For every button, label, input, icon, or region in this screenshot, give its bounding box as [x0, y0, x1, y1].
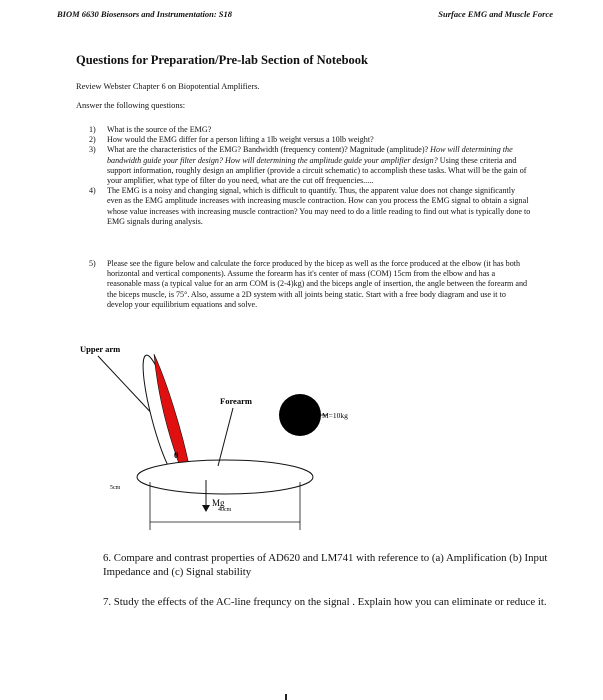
mass-ball — [279, 394, 321, 436]
question-7: 7. Study the effects of the AC-line frequncy on the signal . Explain how you can eliminate or reduce it. — [103, 596, 547, 608]
page-title: Questions for Preparation/Pre-lab Section of Notebook — [76, 53, 368, 67]
header-lab-title: Surface EMG and Muscle Force — [438, 9, 553, 19]
header-course-title: BIOM 6630 Biosensors and Instrumentation: S18 — [57, 9, 233, 19]
question-text-italic: How will determining the bandwidth guide your filter design? How will determining the amplitude guide your amplifier design? — [107, 145, 513, 165]
mg-label: Mg — [212, 498, 225, 508]
question-text-part: What are the characteristics of the EMG? Bandwidth (frequency content)? Magnitude (amplitude)? — [107, 145, 431, 155]
question-1 — [89, 125, 531, 135]
arm-diagram — [70, 340, 390, 530]
dist-40cm-label: 40cm — [218, 507, 232, 513]
question-3 — [89, 145, 531, 186]
question-number: 3) — [89, 145, 96, 155]
question-number: 2) — [89, 135, 96, 145]
question-number: 4) — [89, 186, 96, 196]
forearm-bone — [137, 460, 313, 494]
theta-label: θ — [174, 450, 179, 460]
question-text — [107, 145, 531, 186]
question-4 — [89, 186, 531, 227]
question-text: Please see the figure below and calculate the force produced by the bicep as well as the force produced at the elbow (it has both horizontal and vertical components). Assume the forearm has it's center of mass (COM) 15cm from the elbow and has a reasonable mass (a typical value for an arm COM is (2-4)kg) and the biceps angle of insertion, the angle between the forearm and the biceps muscle, is 75°. Also, assume a 2D system with all joints being static. Start with a free body diagram and use it to develop your equilibrium equations and solve. — [107, 259, 528, 309]
question-text: The EMG is a noisy and changing signal, which is difficult to quantify. Thus, the apparent value does not change significantly even as the EMG amplitude increases with increasing muscle contraction. How can you process the EMG signal to obtain a signal whose value increases with increasing muscle contraction? You may need to do a little reading to find out what is typically done to EMG signals during analysis. — [107, 186, 531, 226]
question-number: 1) — [89, 125, 96, 134]
question-5-block — [89, 259, 531, 310]
question-list — [89, 125, 531, 227]
dist-5cm-label: 5cm — [110, 485, 121, 491]
arm-figure — [70, 340, 390, 530]
question-text-part: Using these criteria and support information, roughly design an amplifier (provide a circuit schematic) to accomplish these tasks. What will be the gain of your amplifier, what type of filter do you need, what are the cut off frequencies..... — [107, 155, 527, 186]
question-6: 6. Compare and contrast properties of AD620 and LM741 with reference to (a) Amplification (b) Input Impedance and (c) Signal stability — [103, 552, 548, 578]
answer-prompt: Answer the following questions: — [76, 101, 186, 110]
question-text: How would the EMG differ for a person lifting a 1lb weight versus a 10lb weight? — [107, 135, 374, 145]
question-number: 5) — [89, 259, 96, 268]
forearm-label: Forearm — [220, 396, 252, 406]
upper-arm-label: Upper arm — [80, 344, 121, 354]
mg-arrow-head — [202, 505, 210, 512]
question-2 — [89, 135, 531, 145]
mass-label: M=10kg — [322, 411, 348, 420]
review-instruction: Review Webster Chapter 6 on Biopotential Amplifiers. — [76, 82, 260, 91]
forearm-pointer — [218, 408, 233, 466]
question-text: What is the source of the EMG? — [107, 125, 212, 134]
page-mark — [285, 694, 287, 700]
question-5 — [89, 259, 531, 310]
